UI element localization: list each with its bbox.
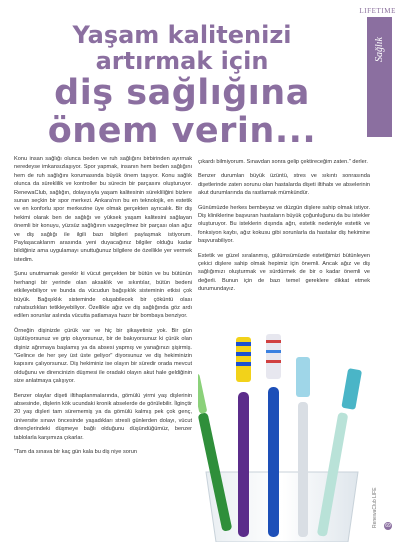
article-headline	[12, 22, 352, 150]
left-column	[14, 155, 192, 462]
section-header: LIFETIME	[359, 7, 396, 15]
toothbrush-photo	[198, 332, 366, 542]
toothbrush-purple	[236, 337, 251, 537]
paragraph: "Tam da sınava bir kaç gün kala bu diş niye sorun	[14, 449, 137, 455]
toothbrush-blue	[266, 334, 281, 537]
paragraph: Şunu unutmamak gerekir ki vücut gerçekten bir bütün ve bu bütünün herhangi bir yerinde olan aksaklık ve sıkıntılar, bütün bedeni etkileyebiliyor ve bunda da vücudun bağışıklık sisteminin etkisi çok büyük. Bağışıklık sisteminde oluşabilecek bir çöküntü olası rahatsızlıkları tetikleyebiliyor. Özellikle ağız ve diş sağlığında göz ardı edilen sorunlar aslında vücutta patlamaya hazır bir bombaya benziyor.	[14, 271, 192, 320]
paragraph: çıkardı bilmiyorum. Sınavdan sonra gelip çektireceğim zaten." derler.	[198, 159, 368, 165]
headline-line-2: artırmak için	[95, 47, 269, 75]
paragraph: Estetik ve güzel sıralanmış, gülümsümüzde estetiğimizi bütünleyen çekici dişlere sahip olmak hepimiz için önemli. Ancak ağız ve diş sağlığımızı oluşturmak ve sürdürmek de bir o kadar önemli ve değerli. Bunun için de bazı temel gereklere dikkat etmek durumundayız.	[198, 252, 370, 293]
paragraph: Günümüzde herkes bembeyaz ve düzgün dişlere sahip olmak istiyor. Diş kliniklerine başvuran hastaların büyük çoğunluğunu da bu istekler oluşturuyor. Bu isteklerin dışında ağrı, estetik nedeniyle estetik ve fonksiyon kaybı, ağız kokusu gibi sorunlarla da hastalar diş hekimine başvurabiliyor.	[198, 204, 370, 245]
headline-line-1: Yaşam kalitenizi	[72, 21, 292, 49]
headline-line-4: önem verin...	[47, 111, 317, 151]
section-tab-label: Sağlık	[374, 37, 385, 63]
folio-sidebar-text: RenewaClub LIFE	[372, 487, 378, 528]
toothbrush-white	[296, 357, 310, 537]
paragraph: Benzer durumları büyük üzüntü, stres ve sıkıntı sonrasında dişetlerinde zaten sorunu olan hastalarda dişeti iltihabı ve abselerinin akut durumlarında da rastlamak mümkündür.	[198, 173, 370, 197]
paragraph: Benzer olaylar dişeti iltihaplanmalarında, gömülü yirmi yaş dişlerinin absesinde, dişlerin kök ucundaki kronik abselerde de görülebilir. İlginçtir 20 yaş dişleri tam sürememiş ya da gömülü kalmış pek çok genç, üniversite sınavı öncesinde yaşadıkları stresli günlerden dolayı, vücut dirençlerindeki düşmeye bağlı olduğunu düşündüğümüz, benzer tablolarla karşımıza çıkarlar.	[14, 392, 192, 441]
right-column	[198, 158, 370, 300]
paragraph: Konu insan sağlığı olunca beden ve ruh sağlığını birbirinden ayırmak neredeyse imkansızlaşıyor. Spor yapmak, insanın hem beden sağlığını hem de ruh sağlığını korumasında büyük önem taşıyor. Konu sağlık olunca da süreklilik ve kontroller bu sürecin bir parçasını oluşturuyor. RenewaClub, sağlığın, dolayısıyla yaşam kalitesinin sürekliliğini bizlere sunan seçkin bir spor merkezi. Ankara'nın bu en teknolojik, en estetik ve en konforlu spor merkezine üye olmak gerçekten ayrıcalık. Bir diş hekimi olarak ben de sağlığı ve yüksek yaşam kalitesini sağlayan önemli bir konuyu, yüzsüz sağlığının vazgeçilmez bir parçası olan ağız ve diş sağlığı ile ilgili bazı bilgileri paylaşmak istiyorum. Paylaşacaklarım arasında yeni duyacağınız bilgiler olduğu kadar bildiğiniz ama uygulamayı unuttuğunuz bilgilere de özellikle yer vermek istedim.	[14, 156, 192, 263]
headline-line-3: diş sağlığına	[54, 73, 310, 113]
page-number: 69	[385, 523, 391, 529]
paragraph: Örneğin dişinizde çürük var ve hiç bir şikayetiniz yok. Bir gün üşütüyorsunuz ve grip oluyorsunuz, bir de bakıyorsunuz ki çürük olan dişiniz ağrımaya başlamış ya da absesi yapmış ve yanağınızı şişirmiş. "Gelince de her şey üst üste geliyor" diyorsunuz ve diş hekiminizin kapısını çalıyorsunuz. Diş hekiminiz ise olayın bir süredir orada mevcut olduğunu ve direncinizin düşmesi ile oradaki olayın akut hale geldiğinin size anlatmaya çalışıyor.	[14, 327, 192, 385]
